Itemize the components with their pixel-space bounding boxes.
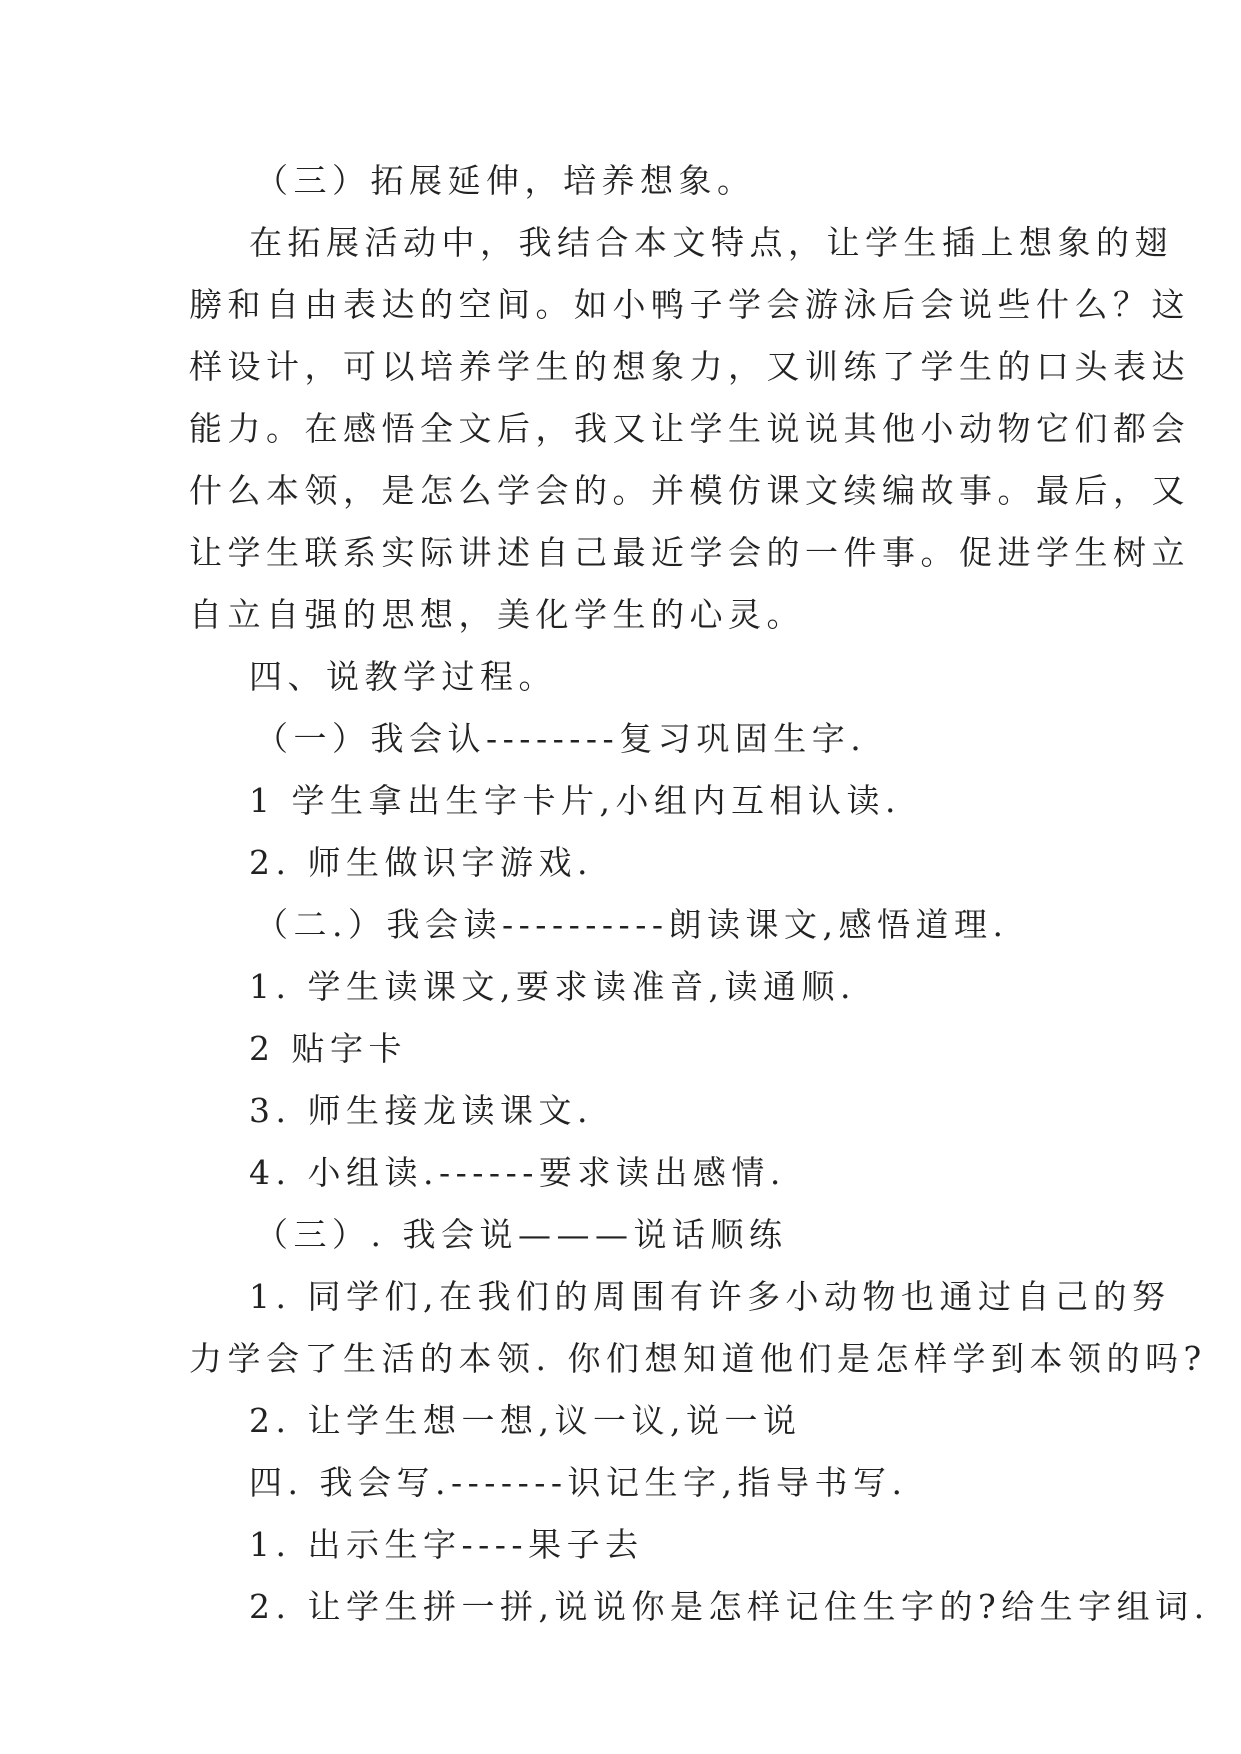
section-heading-teaching-process: 四、说教学过程。 bbox=[249, 657, 557, 696]
list-item: 1. 学生读课文,要求读准音,读通顺. bbox=[249, 967, 856, 1006]
list-item: 2 贴字卡 bbox=[249, 1029, 407, 1068]
paragraph-line: 什么本领，是怎么学会的。并模仿课文续编故事。最后，又 bbox=[189, 471, 1190, 510]
paragraph-line: 膀和自由表达的空间。如小鸭子学会游泳后会说些什么？这 bbox=[189, 285, 1190, 324]
paragraph-line: 在拓展活动中，我结合本文特点，让学生插上想象的翅 bbox=[249, 223, 1173, 262]
list-item: 1. 同学们,在我们的周围有许多小动物也通过自己的努 bbox=[249, 1277, 1171, 1316]
paragraph-line: 能力。在感悟全文后，我又让学生说说其他小动物它们都会 bbox=[189, 409, 1190, 448]
subsection-heading-speak: （三）. 我会说———说话顺练 bbox=[255, 1215, 788, 1254]
subsection-heading-read: （二.）我会读----------朗读课文,感悟道理. bbox=[255, 905, 1009, 944]
subsection-heading-write: 四. 我会写.-------识记生字,指导书写. bbox=[249, 1463, 908, 1502]
list-item: 1. 出示生字----果子去 bbox=[249, 1525, 644, 1564]
list-item: 2. 让学生想一想,议一议,说一说 bbox=[249, 1401, 802, 1440]
list-item: 4. 小组读.------要求读出感情. bbox=[249, 1153, 786, 1192]
list-item: 3. 师生接龙读课文. bbox=[249, 1091, 593, 1130]
paragraph-line: 自立自强的思想，美化学生的心灵。 bbox=[189, 595, 805, 634]
list-item-continuation: 力学会了生活的本领. 你们想知道他们是怎样学到本领的吗? bbox=[189, 1339, 1207, 1378]
section-heading-extension: （三）拓展延伸，培养想象。 bbox=[255, 161, 756, 200]
paragraph-line: 样设计，可以培养学生的想象力，又训练了学生的口头表达 bbox=[189, 347, 1190, 386]
paragraph-line: 让学生联系实际讲述自己最近学会的一件事。促进学生树立 bbox=[189, 533, 1190, 572]
list-item: 2. 师生做识字游戏. bbox=[249, 843, 593, 882]
list-item: 2. 让学生拼一拼,说说你是怎样记住生字的?给生字组词. bbox=[249, 1587, 1210, 1626]
list-item: 1 学生拿出生字卡片,小组内互相认读. bbox=[249, 781, 901, 820]
subsection-heading-recognize: （一）我会认--------复习巩固生字. bbox=[255, 719, 867, 758]
document-body bbox=[189, 150, 1210, 1638]
